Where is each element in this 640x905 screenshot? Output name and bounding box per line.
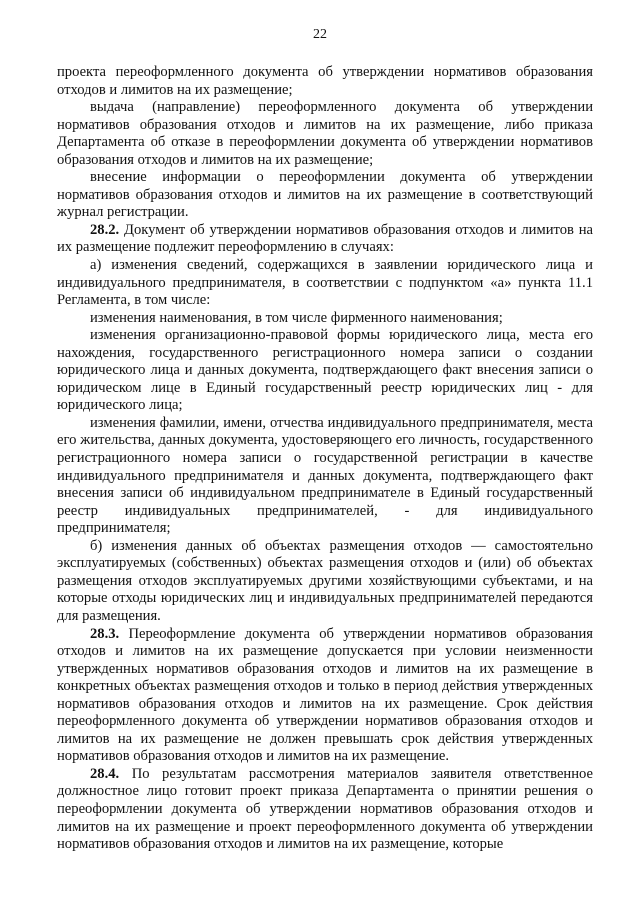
paragraph-7-text: изменения организационно-правовой формы юридического лица, места его нахождения, государственного регистрационного номера записи о создании юридического лица и данных документа, подтверждающего факт внесения записи о юридическом лице в Единый государственный реестр юридических лиц - для юридического лица; bbox=[57, 327, 593, 414]
paragraph-3-text: внесение информации о переоформлении документа об утверждении нормативов образования отходов и лимитов на их размещение в соответствующий журнал регистрации. bbox=[57, 169, 593, 221]
section-number-28-4: 28.4. bbox=[90, 765, 120, 782]
paragraph-8-text: изменения фамилии, имени, отчества индивидуального предпринимателя, места его жительства, данных документа, удостоверяющего его личность, государственного регистрационного номера записи о государственной регистрации в качестве индивидуального предпринимателя и данных документа, подтверждающего факт внесения записи об индивидуальном предпринимателе в Единый государственный реестр индивидуальных предпринимателей, - для индивидуального предпринимателя; bbox=[57, 414, 593, 537]
paragraph-10-text: Переоформление документа об утверждении нормативов образования отходов и лимитов на их размещение допускается при условии неизменности утвержденных нормативов образования отходов и лимитов на их размещение в конкретных объектах размещения отходов и только в период действия утвержденных нормативов образования отходов и лимитов на их размещение. Срок действия переоформленного документа об утверждении нормативов образования отходов и лимитов на их размещение не должен превышать срок действия утвержденных нормативов образования отходов и лимитов на их размещение. bbox=[57, 625, 593, 765]
paragraph-5 bbox=[57, 257, 593, 310]
paragraph-4 bbox=[57, 222, 593, 257]
paragraph-2 bbox=[57, 99, 593, 169]
paragraph-1 bbox=[57, 64, 593, 99]
document-body bbox=[57, 64, 593, 854]
paragraph-11 bbox=[57, 766, 593, 854]
page-number: 22 bbox=[313, 27, 327, 42]
paragraph-10 bbox=[57, 626, 593, 766]
section-number-28-3: 28.3. bbox=[90, 625, 120, 642]
paragraph-6-text: изменения наименования, в том числе фирменного наименования; bbox=[90, 309, 503, 326]
paragraph-3 bbox=[57, 169, 593, 222]
paragraph-4-text: Документ об утверждении нормативов образования отходов и лимитов на их размещение подлежит переоформлению в случаях: bbox=[57, 221, 593, 256]
paragraph-1-text: проекта переоформленного документа об утверждении нормативов образования отходов и лимитов на их размещение; bbox=[57, 64, 593, 98]
paragraph-9 bbox=[57, 538, 593, 626]
paragraph-2-text: выдача (направление) переоформленного документа об утверждении нормативов образования отходов и лимитов на их размещение, либо приказа Департамента об отказе в переоформлении документа об утверждении нормативов образования отходов и лимитов на их размещение; bbox=[57, 99, 593, 168]
paragraph-9-text: б) изменения данных об объектах размещения отходов — самостоятельно эксплуатируемых (собственных) объектах размещения отходов и (или) об объектах размещения отходов эксплуатируемых другими хозяйствующими субъектами, и на которые отходы юридических лиц и индивидуальных предпринимателей передаются для размещения. bbox=[57, 537, 593, 624]
paragraph-6 bbox=[57, 310, 593, 328]
paragraph-8 bbox=[57, 415, 593, 538]
paragraph-11-text: По результатам рассмотрения материалов заявителя ответственное должностное лицо готовит проект приказа Департамента о принятии решения о переоформлении документа об утверждении нормативов образования отходов и лимитов на их размещение и проект переоформленного документа об утверждении нормативов образования отходов и лимитов на их размещение, которые bbox=[57, 765, 593, 853]
paragraph-7 bbox=[57, 327, 593, 415]
paragraph-5-text: а) изменения сведений, содержащихся в заявлении юридического лица и индивидуального предпринимателя, в соответствии с подпунктом «а» пункта 11.1 Регламента, в том числе: bbox=[57, 257, 593, 309]
section-number-28-2: 28.2. bbox=[90, 221, 120, 238]
